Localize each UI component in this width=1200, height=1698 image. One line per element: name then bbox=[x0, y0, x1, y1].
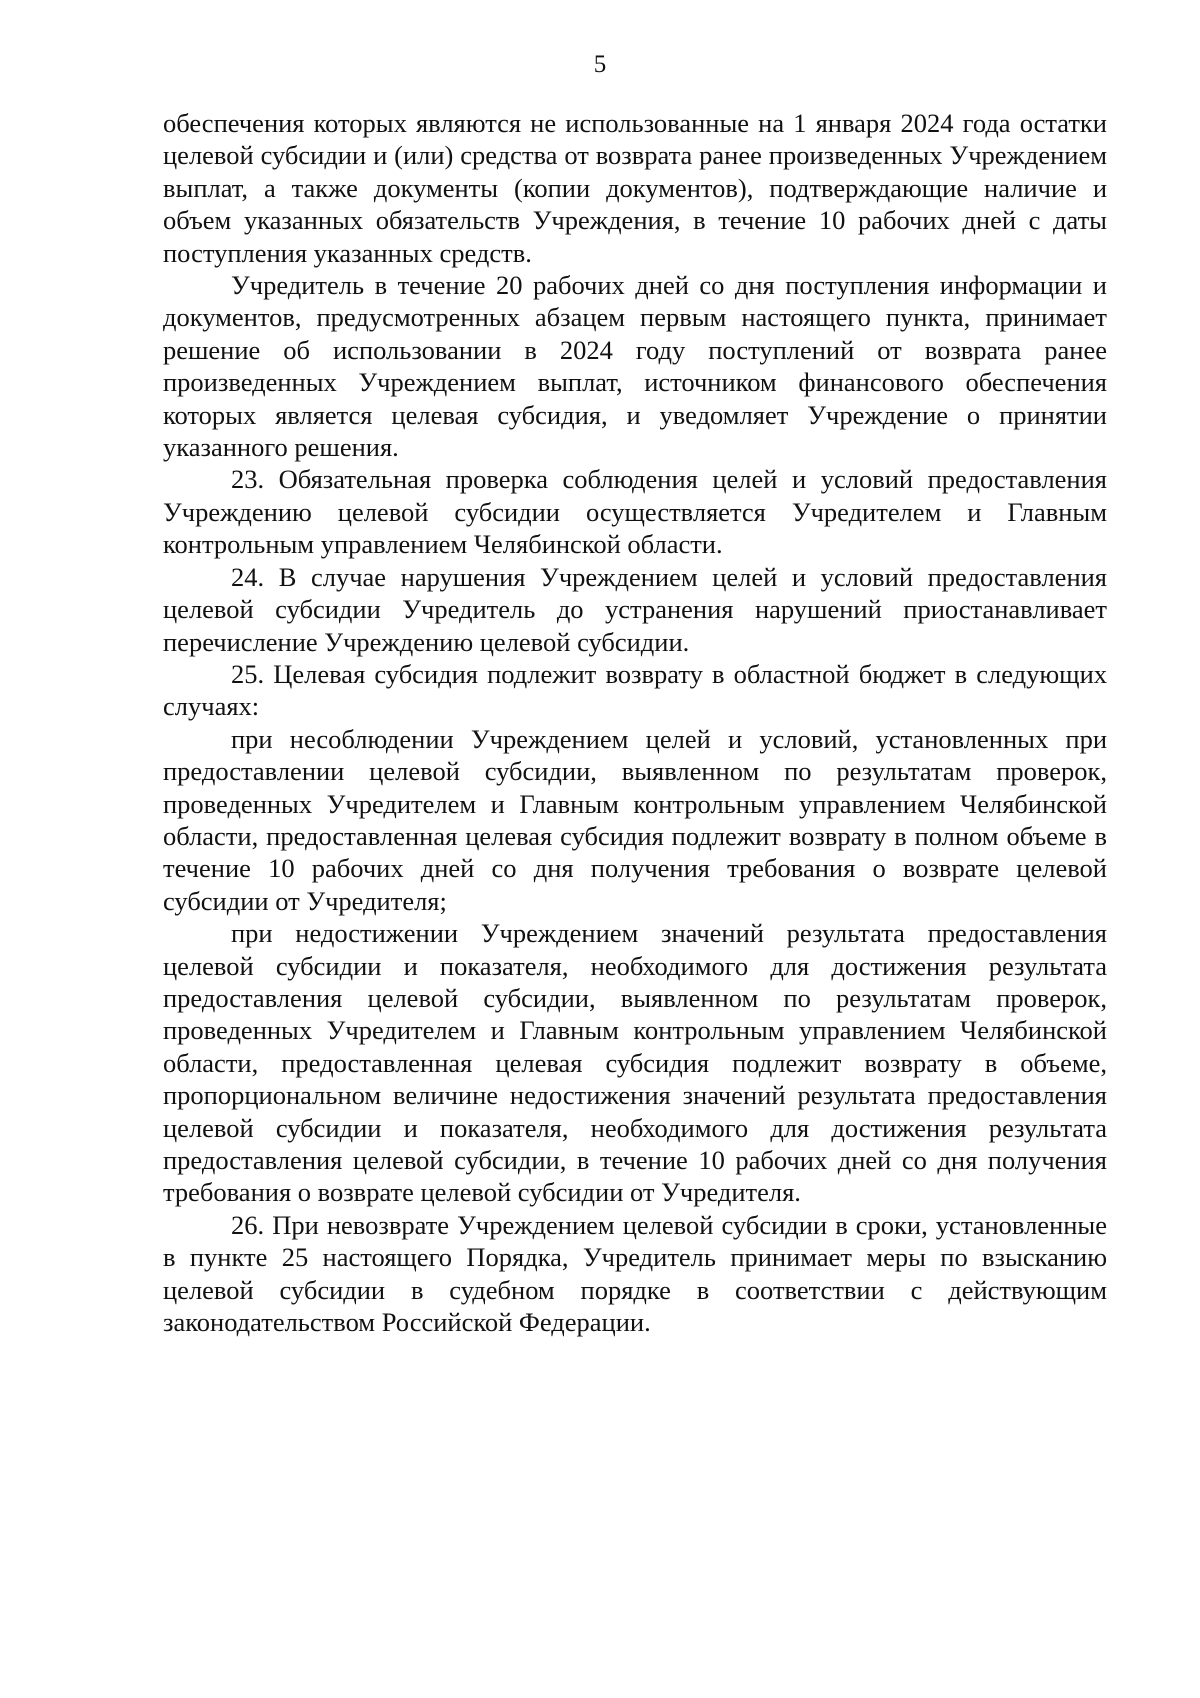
paragraph-item-24: 24. В случае нарушения Учреждением целей и условий предоставления целевой субсидии Учредитель до устранения нарушений приостанавливает перечисление Учреждению целевой субсидии. bbox=[163, 561, 1107, 657]
paragraph-case-noncompliance: при несоблюдении Учреждением целей и условий, установленных при предоставлении целевой субсидии, выявленном по результатам проверок, проведенных Учредителем и Главным контрольным управлением Челябинской области, предоставленная целевая субсидия подлежит возврату в полном объеме в течение 10 рабочих дней со дня получения требования о возврате целевой субсидии от Учредителя; bbox=[163, 723, 1107, 916]
paragraph-item-23: 23. Обязательная проверка соблюдения целей и условий предоставления Учреждению целевой субсидии осуществляется Учредителем и Главным контрольным управлением Челябинской области. bbox=[163, 464, 1107, 560]
paragraph-item-25: 25. Целевая субсидия подлежит возврату в областной бюджет в следующих случаях: bbox=[163, 658, 1107, 722]
paragraph-founder-decision: Учредитель в течение 20 рабочих дней со дня поступления информации и документов, предусмотренных абзацем первым настоящего пункта, принимает решение об использовании в 2024 году поступлений от возврата ранее произведенных Учреждением выплат, источником финансового обеспечения которых является целевая субсидия, и уведомляет Учреждение о принятии указанного решения. bbox=[163, 270, 1107, 463]
page-number: 5 bbox=[593, 51, 607, 78]
paragraph-item-26: 26. При невозврате Учреждением целевой субсидии в сроки, установленные в пункте 25 настоящего Порядка, Учредитель принимает меры по взысканию целевой субсидии в судебном порядке в соответствии с действующим законодательством Российской Федерации. bbox=[163, 1209, 1107, 1338]
paragraph-case-nonachievement: при недостижении Учреждением значений результата предоставления целевой субсидии и показателя, необходимого для достижения результата предоставления целевой субсидии, выявленном по результатам проверок, проведенных Учредителем и Главным контрольным управлением Челябинской области, предоставленная целевая субсидия подлежит возврату в объеме, пропорциональном величине недостижения значений результата предоставления целевой субсидии и показателя, необходимого для достижения результата предоставления целевой субсидии, в течение 10 рабочих дней со дня получения требования о возврате целевой субсидии от Учредителя. bbox=[163, 918, 1107, 1208]
paragraph-continuation: обеспечения которых являются не использованные на 1 января 2024 года остатки целевой субсидии и (или) средства от возврата ранее произведенных Учреждением выплат, а также документы (копии документов), подтверждающие наличие и объем указанных обязательств Учреждения, в течение 10 рабочих дней с даты поступления указанных средств. bbox=[163, 108, 1107, 268]
document-body bbox=[163, 107, 1107, 1338]
